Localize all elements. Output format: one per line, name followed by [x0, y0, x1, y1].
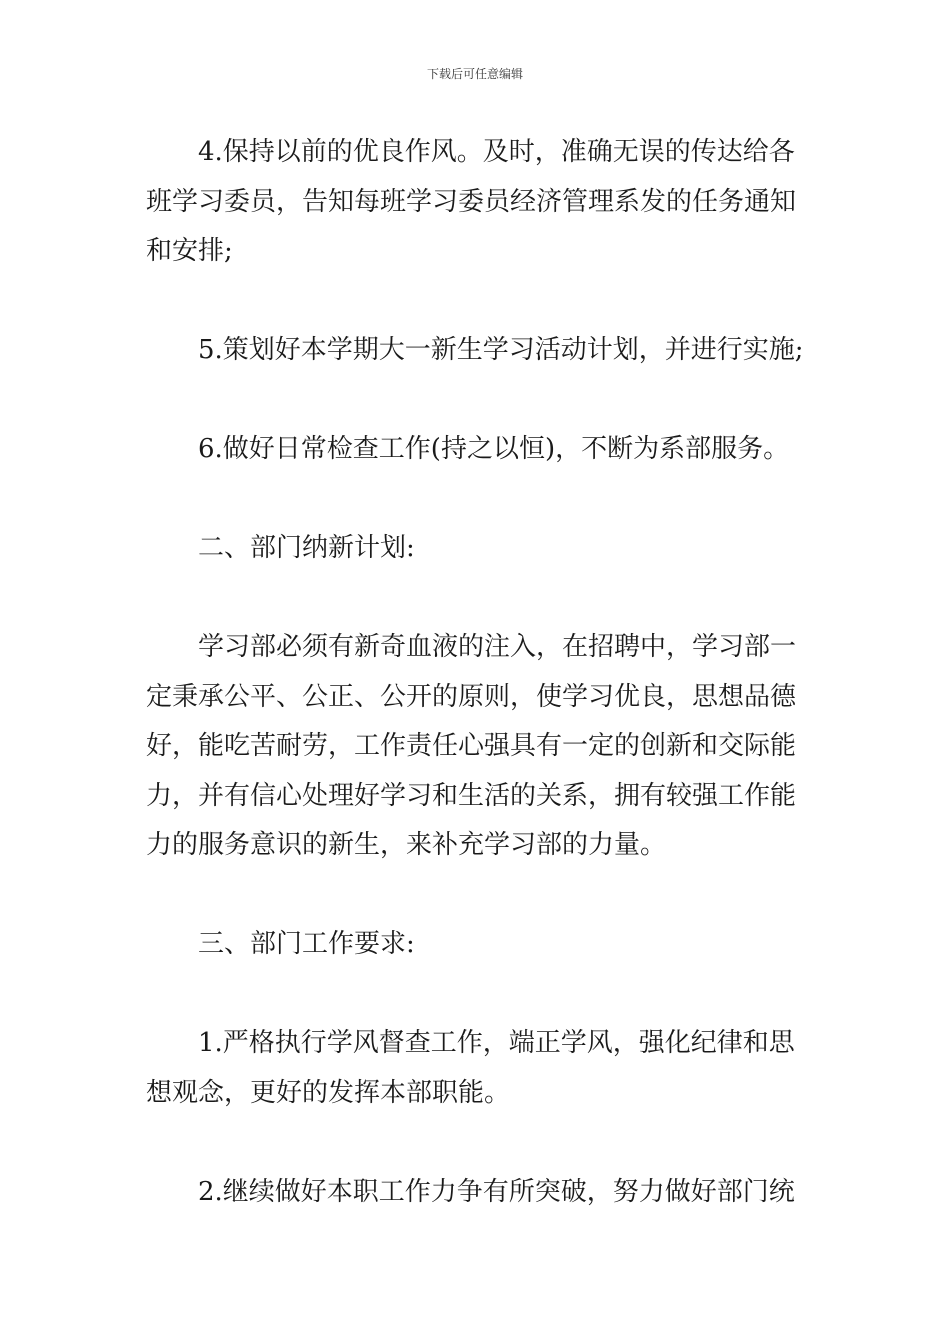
paragraph-item-5: 5.策划好本学期大一新生学习活动计划，并进行实施;	[198, 335, 804, 365]
page-header: 下载后可任意编辑	[426, 67, 523, 81]
paragraph-gap	[146, 574, 810, 624]
paragraph-gap	[146, 475, 810, 525]
paragraph-gap	[146, 1118, 810, 1168]
document-body	[146, 128, 810, 1217]
section-heading-recruitment: 二、部门纳新计划:	[198, 533, 415, 563]
paragraph-gap	[146, 277, 810, 327]
paragraph-recruitment: 学习部必须有新奇血液的注入，在招聘中，学习部一定秉承公平、公正、公开的原则，使学习优良，思想品德好，能吃苦耐劳，工作责任心强具有一定的创新和交际能力，并有信心处理好学习和生活的关系，拥有较强工作能力的服务意识的新生，来补充学习部的力量。	[146, 632, 797, 860]
paragraph-requirement-1: 1.严格执行学风督查工作，端正学风，强化纪律和思想观念，更好的发挥本部职能。	[146, 1028, 795, 1108]
section-heading-requirements: 三、部门工作要求:	[198, 929, 415, 959]
paragraph-gap	[146, 970, 810, 1020]
paragraph-item-4: 4.保持以前的优良作风。及时，准确无误的传达给各班学习委员，告知每班学习委员经济管理系发的任务通知和安排;	[146, 137, 797, 266]
paragraph-requirement-2: 2.继续做好本职工作力争有所突破，努力做好部门统	[198, 1176, 795, 1207]
paragraph-gap	[146, 376, 810, 426]
paragraph-gap	[146, 871, 810, 921]
paragraph-item-6: 6.做好日常检查工作(持之以恒)，不断为系部服务。	[198, 434, 790, 464]
